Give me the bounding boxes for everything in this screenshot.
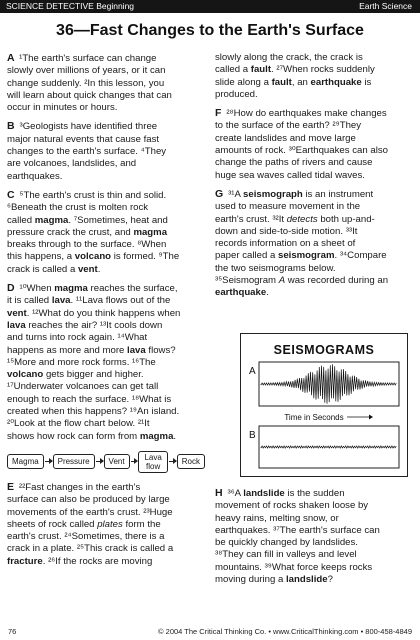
- paragraph-line: produced.: [215, 88, 258, 100]
- paragraph-line: change the paths of rivers and cause: [215, 157, 373, 169]
- subject-label: Earth Science: [359, 1, 412, 11]
- flow-arrow: [45, 461, 52, 462]
- seismogram-b-label: B: [249, 430, 256, 441]
- paragraph-line: it is called lava. ¹¹Lava flows out of the: [7, 295, 171, 307]
- paragraph-tag: A: [7, 52, 18, 64]
- seismogram-a-label: A: [249, 366, 256, 377]
- paragraph-line: the two seismograms below.: [215, 262, 336, 274]
- paragraph-line: mountains. ³⁹What force keeps rocks: [215, 561, 373, 573]
- paragraph-line: ³⁵Seismogram A was recorded during an: [215, 275, 389, 287]
- left-column: [7, 52, 205, 574]
- paragraph-line: ⁶Beneath the crust is molten rock: [7, 202, 149, 214]
- paragraph-line: change suddenly. ²In this lesson, you: [7, 77, 165, 89]
- paragraph-tag: G: [215, 187, 227, 200]
- paragraph-line: pressure crack the crust, and magma: [7, 226, 168, 238]
- copyright-line: © 2004 The Critical Thinking Co. • www.CriticalThinking.com • 800-458-4849: [158, 627, 412, 636]
- paragraph-line: happens as more and more lava flows?: [7, 344, 176, 356]
- paragraph-line: surface can also be produced by large: [7, 494, 170, 506]
- paragraph-line: are volcanoes, landslides, and: [7, 158, 137, 170]
- paragraph-line: slowly along the crack, the crack is: [215, 52, 363, 63]
- paragraph-line: fracture. ²⁶If the rocks are moving: [7, 555, 153, 567]
- paragraph-line: huge sea waves called tidal waves.: [215, 169, 365, 181]
- paragraph-d: [7, 282, 205, 443]
- paragraph-line: movements of the earth's crust. ²³Huge: [7, 506, 173, 518]
- paragraph-line: heavy rains, melting snow, or: [215, 512, 339, 524]
- paragraph-h: [215, 487, 414, 586]
- paragraph-a: [7, 52, 205, 114]
- paragraph-line: this happens, a volcano is formed. ⁹The: [7, 251, 180, 263]
- paragraph-line: slowly over millions of years, or it can: [7, 65, 166, 77]
- paragraph-line: occur in minutes or hours.: [7, 102, 118, 114]
- right-paragraphs-continued: [215, 487, 414, 586]
- paragraph-line: crack is called a vent.: [7, 263, 101, 275]
- time-arrow-head: [369, 415, 373, 420]
- flow-arrow: [131, 461, 138, 462]
- paragraph-line: H ³⁶A landslide is the sudden: [215, 487, 345, 499]
- flow-step: Pressure: [53, 454, 95, 469]
- left-paragraphs-continued: [7, 481, 205, 568]
- flow-arrow: [169, 461, 176, 462]
- paragraph-c: [7, 189, 205, 276]
- paragraph-tag: D: [7, 282, 18, 295]
- seismogram-figure: [240, 333, 408, 477]
- paragraph-line: changes to the earth's surface. ⁴They: [7, 146, 167, 158]
- seismogram-b-trace: [261, 446, 396, 448]
- paragraph-e: [7, 481, 205, 568]
- paragraph-tag: E: [7, 480, 17, 493]
- paragraph-tag: C: [7, 188, 18, 201]
- paragraph-line: B ³Geologists have identified three: [7, 120, 158, 133]
- paragraph-line: to the surface of the earth? ²⁹They: [215, 120, 362, 132]
- left-paragraphs: [7, 52, 205, 443]
- paragraph-line: paper called a seismogram. ³⁴Compare: [215, 250, 387, 262]
- paragraph-line: created when this happens? ¹⁹An island.: [7, 406, 180, 418]
- flow-step: Vent: [104, 454, 130, 469]
- paragraph-cont: [215, 52, 414, 101]
- paragraph-line: D ¹⁰When magma reaches the surface,: [7, 282, 178, 295]
- paragraph-line: records information on a sheet of: [215, 238, 356, 250]
- paragraph-line: earthquakes.: [7, 170, 63, 182]
- paragraph-line: earthquake.: [215, 287, 269, 299]
- paragraph-line: volcano gets bigger and higher.: [7, 369, 144, 381]
- paragraph-tag: H: [215, 487, 226, 499]
- paragraph-line: amounts of rock. ³⁰Earthquakes can also: [215, 145, 388, 157]
- paragraph-line: movement of rocks shaken loose by: [215, 500, 369, 512]
- paragraph-line: C ⁵The earth's crust is thin and solid.: [7, 188, 167, 201]
- right-column-bottom: [215, 487, 414, 592]
- seismogram-graphic: [241, 334, 407, 476]
- paragraph-tag: B: [7, 120, 18, 133]
- paragraph-line: major natural events that cause fast: [7, 133, 160, 145]
- paragraph-line: earth's crust. ³²It detects both up-and-: [215, 213, 375, 225]
- flow-step: Lava flow: [138, 451, 167, 473]
- seismogram-a-trace: [261, 364, 396, 404]
- paragraph-line: earth's crust. ²⁴Sometimes, there is a: [7, 531, 165, 543]
- paragraph-line: ³⁸They can fill in valleys and level: [215, 549, 357, 561]
- flow-step: Rock: [177, 454, 205, 469]
- paragraph-line: F ²⁸How do earthquakes make changes: [215, 107, 387, 120]
- paragraph-line: create landslides and move large: [215, 132, 356, 144]
- paragraph-line: crack in a plate. ²⁵This crack is called a: [7, 543, 174, 555]
- seismogram-title: SEISMOGRAMS: [273, 343, 375, 357]
- paragraph-line: earthquakes. ³⁷The earth's surface can: [215, 524, 380, 536]
- header-bar: [0, 0, 420, 13]
- paragraph-line: lava reaches the air? ¹³It cools down: [7, 319, 163, 331]
- paragraph-line: sheets of rock called plates form the: [7, 518, 161, 530]
- paragraph-line: called magma. ⁷Sometimes, heat and: [7, 214, 168, 226]
- paragraph-line: be quickly changed by landslides.: [215, 537, 358, 549]
- paragraph-line: down and side-to-side motion. ³³It: [215, 225, 358, 237]
- flow-arrow: [96, 461, 103, 462]
- paragraph-line: breaks through to the surface. ⁸When: [7, 239, 167, 251]
- right-column: [215, 52, 414, 306]
- book-title: SCIENCE DETECTIVE Beginning: [6, 1, 135, 11]
- paragraph-line: moving during a landslide?: [215, 574, 333, 586]
- paragraph-f: [215, 107, 414, 182]
- page-number: 76: [8, 627, 17, 636]
- paragraph-line: A ¹The earth's surface can change: [7, 52, 157, 64]
- time-axis-label: Time in Seconds: [284, 413, 344, 422]
- paragraph-g: [215, 188, 414, 300]
- paragraph-b: [7, 120, 205, 182]
- paragraph-tag: F: [215, 107, 225, 120]
- right-paragraphs: [215, 52, 414, 300]
- paragraph-line: used to measure movement in the: [215, 201, 361, 213]
- paragraph-line: E ²²Fast changes in the earth's: [7, 480, 141, 493]
- paragraph-line: ¹⁵More and more rock forms. ¹⁶The: [7, 356, 156, 368]
- paragraph-line: ¹⁷Underwater volcanoes can get tall: [7, 381, 159, 393]
- paragraph-line: ²⁰Look at the flow chart below. ²¹It: [7, 418, 150, 430]
- flow-chart: [7, 451, 205, 473]
- flow-step: Magma: [7, 454, 44, 469]
- lesson-title: 36—Fast Changes to the Earth's Surface: [56, 22, 364, 39]
- paragraph-line: enough to reach the surface. ¹⁸What is: [7, 393, 172, 405]
- paragraph-line: called a fault. ²⁷When rocks suddenly: [215, 64, 375, 76]
- paragraph-line: will learn about quick changes that can: [7, 89, 172, 101]
- paragraph-line: G ³¹A seismograph is an instrument: [215, 187, 374, 200]
- paragraph-line: vent. ¹²What do you think happens when: [7, 307, 181, 319]
- paragraph-line: and turns into rock again. ¹⁴What: [7, 332, 148, 344]
- paragraph-line: shows how rock can form from magma.: [7, 430, 177, 442]
- paragraph-line: slide along a fault, an earthquake is: [215, 76, 372, 88]
